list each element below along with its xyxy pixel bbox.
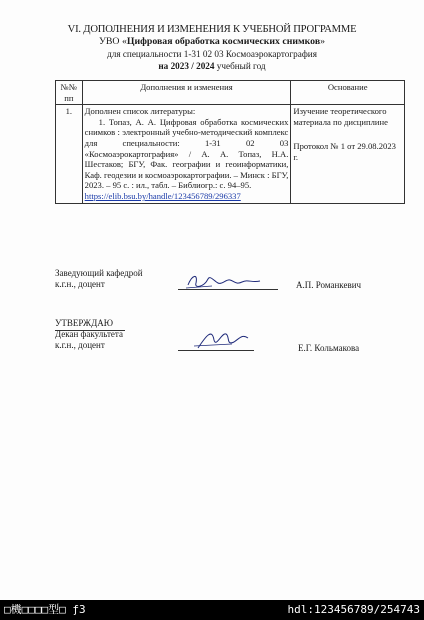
table-header-row — [56, 81, 405, 105]
course-name: Цифровая обработка космических снимков — [126, 36, 321, 47]
viewer-footer-bar — [0, 600, 424, 620]
dean-name: Е.Г. Кольмакова — [298, 343, 360, 353]
reason-text: Изучение теоретического материала по дисциплине — [293, 106, 388, 127]
dean-signature-block — [55, 318, 123, 351]
dean-signature-line — [178, 350, 254, 351]
changes-cell — [82, 105, 291, 203]
reference-entry: 1. Топаз, А. А. Цифровая обработка космических снимков : электронный учебно-методический комплекс для специальности: 1-31 02 03 «Космоаэрокартография» / А. А. Топаз, Н.А. Шестаков; БГУ, Фак. географии и геоинформатики, Каф. геодезии и космоаэрокартографии. – Минск : БГУ, 2023. – 95 с. : ил., табл. – Библиогр.: с. 94–95. — [84, 116, 289, 191]
head-degree: к.г.н., доцент — [55, 279, 105, 289]
table-row — [56, 105, 405, 203]
academic-year: 2023 / 2024 — [170, 61, 215, 71]
reference-link[interactable]: https://elib.bsu.by/handle/123456789/296337 — [84, 190, 241, 201]
head-title: Заведующий кафедрой — [55, 268, 143, 278]
head-name: А.П. Романкевич — [296, 280, 362, 290]
program-title: УВО «Цифровая обработка космических снимков» — [98, 36, 326, 47]
academic-year-line: на 2023 / 2024 учебный год — [158, 61, 266, 71]
changes-table — [55, 80, 405, 204]
handle-identifier[interactable]: hdl:123456789/254743 — [287, 603, 420, 616]
section-title: VI. ДОПОЛНЕНИЯ И ИЗМЕНЕНИЯ К УЧЕБНОЙ ПРОГРАММЕ — [67, 24, 357, 35]
column-header-changes: Дополнения и изменения — [82, 81, 291, 105]
footer-left-text: □機□□□□型□ ƒ3 — [4, 603, 86, 616]
reason-cell — [291, 105, 405, 203]
document-header — [0, 24, 424, 72]
head-signature-line — [178, 289, 278, 290]
protocol-text: Протокол № 1 от 29.08.2023 г. — [293, 141, 396, 162]
dean-degree: к.г.н., доцент — [55, 340, 105, 350]
approve-label: УТВЕРЖДАЮ — [55, 318, 114, 328]
column-header-reason: Основание — [291, 81, 405, 105]
column-header-number: №№ пп — [56, 81, 83, 105]
specialty-line: для специальности 1-31 02 03 Космоаэрокартография — [107, 49, 317, 59]
dean-title: Декан факультета — [55, 329, 123, 339]
row-number: 1. — [56, 105, 83, 203]
approve-underline — [55, 330, 125, 331]
head-signature-block — [55, 268, 143, 290]
change-title: Дополнен список литературы: — [84, 106, 196, 117]
